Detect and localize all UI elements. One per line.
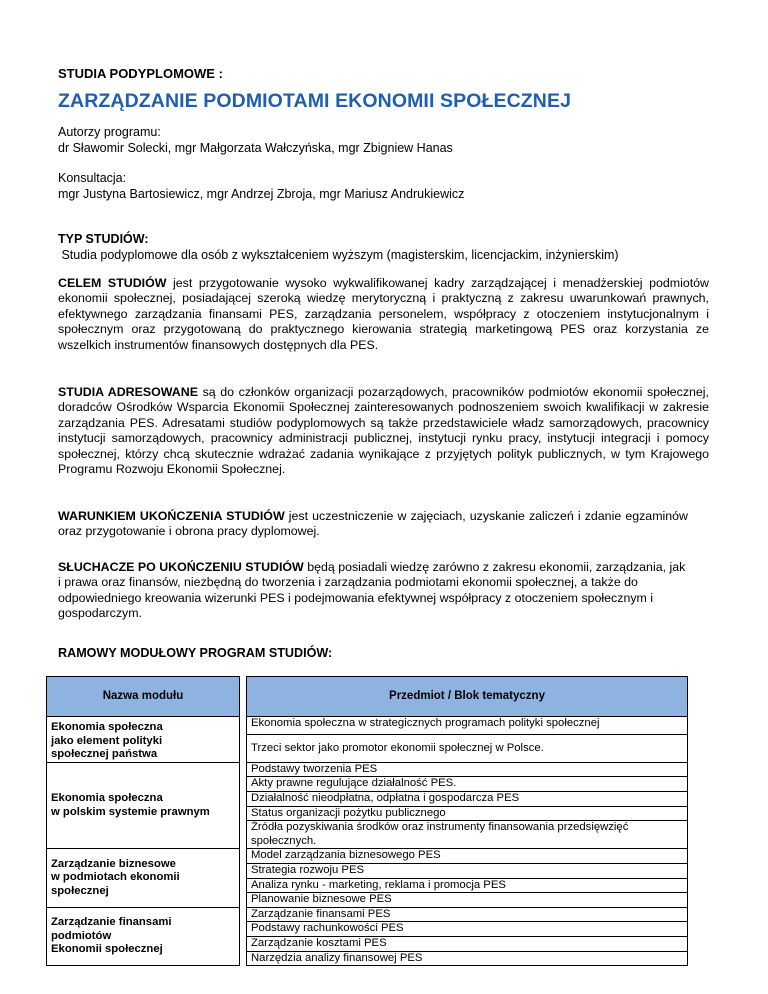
graduates-paragraph	[58, 560, 688, 622]
column-gap	[240, 849, 247, 907]
subject-cell: Status organizacji pożytku publicznego	[247, 806, 688, 821]
completion-lead: WARUNKIEM UKOŃCZENIA STUDIÓW	[58, 509, 285, 523]
page-title: ZARZĄDZANIE PODMIOTAMI EKONOMII SPOŁECZNEJ	[58, 90, 572, 112]
pre-title: STUDIA PODYPLOMOWE :	[58, 66, 223, 81]
subject-cell: Akty prawne regulujące działalność PES.	[247, 777, 688, 792]
module-name: Ekonomia społeczna jako element polityki społecznej państwa	[47, 717, 240, 763]
completion-text: jest uczestniczenie w zajęciach, uzyskanie zaliczeń i zdanie egzaminów oraz przygotowanie i obrona pracy dyplomowej.	[58, 509, 688, 539]
subject-cell: Źródła pozyskiwania środków oraz instrumenty finansowania przedsięwzięć społecznych.	[247, 821, 688, 849]
goal-paragraph	[58, 276, 709, 353]
subject-cell: Zarządzanie finansami PES	[247, 907, 688, 922]
subject-cell: Podstawy rachunkowości PES	[247, 922, 688, 937]
study-type-label: TYP STUDIÓW:	[58, 232, 149, 246]
audience-lead: STUDIA ADRESOWANE	[58, 385, 198, 399]
graduates-lead: SŁUCHACZE PO UKOŃCZENIU STUDIÓW	[58, 560, 304, 574]
authors-label: Autorzy programu:	[58, 125, 161, 139]
module-name: Ekonomia społeczna w polskim systemie prawnym	[47, 762, 240, 849]
consultation-label: Konsultacja:	[58, 171, 127, 185]
study-type-block	[58, 231, 619, 263]
subject-cell: Planowanie biznesowe PES	[247, 893, 688, 908]
subject-cell: Podstawy tworzenia PES	[247, 762, 688, 777]
table-row	[47, 717, 688, 735]
subject-cell: Zarządzanie kosztami PES	[247, 936, 688, 951]
subject-cell: Trzeci sektor jako promotor ekonomii społecznej w Polsce.	[247, 735, 688, 762]
study-type-text: Studia podyplomowe dla osób z wykształceniem wyższym (magisterskim, licencjackim, inżynierskim)	[58, 248, 619, 262]
consultation-block	[58, 170, 464, 202]
goal-lead: CELEM STUDIÓW	[58, 276, 167, 290]
audience-text: są do członków organizacji pozarządowych, pracowników podmiotów ekonomii społecznej, doradców Ośrodków Wsparcia Ekonomii Społecznej zainteresowanych podnoszeniem swoich kwalifikacji w zakresie zarządzania PES. Adresatami studiów podyplomowych są także przedstawiciele władz samorządowych, pracownicy instytucji samorządowych, pracownicy administracji publicznej, instytucji rynku pracy, instytucji integracji i pomocy społecznej, którzy chcą skutecznie wdrażać zadania wynikające z przyjętych polityk publicznych, w tym Krajowego Programu Rozwoju Ekonomii Społecznej.	[58, 385, 710, 477]
module-name: Zarządzanie finansami podmiotów Ekonomii społecznej	[47, 907, 240, 965]
subject-cell: Model zarządzania biznesowego PES	[247, 849, 688, 864]
consultation-names: mgr Justyna Bartosiewicz, mgr Andrzej Zbroja, mgr Mariusz Andrukiewicz	[58, 187, 465, 201]
subject-cell: Narzędzia analizy finansowej PES	[247, 951, 688, 966]
program-table	[46, 676, 688, 966]
table-row	[47, 849, 688, 864]
subject-cell: Ekonomia społeczna w strategicznych programach polityki społecznej	[247, 717, 688, 735]
completion-paragraph	[58, 509, 688, 540]
module-name: Zarządzanie biznesowe w podmiotach ekonomii społecznej	[47, 849, 240, 907]
graduates-text: będą posiadali wiedzę zarówno z zakresu ekonomii, zarządzania, jak i prawa oraz finansów, niezbędną do tworzenia i zarządzania podmiotami ekonomii społecznej, a także do odpowiedniego kreowania wizerunki PES i podejmowania efektywnej współpracy z otoczeniem społecznym i gospodarczym.	[58, 560, 686, 621]
program-heading: RAMOWY MODUŁOWY PROGRAM STUDIÓW:	[58, 646, 333, 660]
authors-names: dr Sławomir Solecki, mgr Małgorzata Wałczyńska, mgr Zbigniew Hanas	[58, 141, 453, 155]
column-gap	[240, 677, 247, 717]
subject-cell: Działalność nieodpłatna, odpłatna i gospodarcza PES	[247, 791, 688, 806]
table-row	[47, 762, 688, 777]
column-gap	[240, 762, 247, 849]
audience-paragraph	[58, 385, 709, 477]
authors-block	[58, 124, 453, 156]
column-header-subject: Przedmiot / Blok tematyczny	[247, 677, 688, 717]
table-header-row	[47, 677, 688, 717]
subject-cell: Strategia rozwoju PES	[247, 863, 688, 878]
column-header-module: Nazwa modułu	[47, 677, 240, 717]
goal-text: jest przygotowanie wysoko wykwalifikowanej kadry zarządzającej i menadżerskiej podmiotów ekonomii społecznej, posiadającej szeroką wiedzę merytoryczną i praktyczną z zakresu uwarunkowań prawnych, efektywnego zarządzania finansami PES, zarządzania personelem, współpracy z otoczeniem instytucjonalnym i społecznym oraz przygotowaną do praktycznego kierowania strategią marketingową PES oraz korzystania ze wszelkich instrumentów finansowych dostępnych dla PES.	[58, 276, 709, 352]
column-gap	[240, 907, 247, 965]
column-gap	[240, 717, 247, 763]
subject-cell: Analiza rynku - marketing, reklama i promocja PES	[247, 878, 688, 893]
table-row	[47, 907, 688, 922]
